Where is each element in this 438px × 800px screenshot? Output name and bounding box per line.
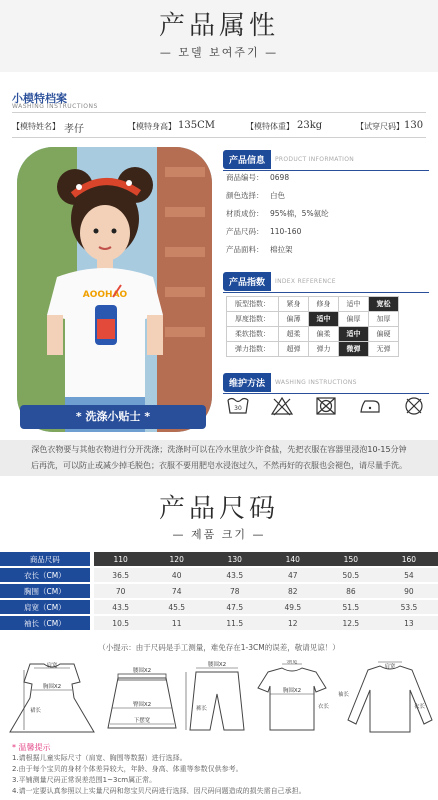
washing-notice-line-1: 深色衣物要与其他衣物进行分开洗涤；洗涤时可以在冷水里放少许食盐，先把衣服在容器里浸泡10-15分钟 [31,445,407,454]
info-row-color: 颜色选择： 白色 [226,191,285,200]
svg-text:胸围X2: 胸围X2 [282,688,302,694]
pants-diagram [186,660,244,730]
skirt-diagram [108,666,176,728]
measure-tip: （小提示：由于尺码是手工测量，难免存在1-3CM的误差，敬请见谅！） [98,643,340,652]
model-height-label: 【模特身高】 [128,122,176,131]
care-header [223,373,429,394]
washing-notice-line-2: 后再洗，可以防止或减少掉毛脱色；衣服不要用肥皂水浸泡过久，不然再好的衣服也会褪色，请尽量手洗。 [31,461,407,470]
care-tips-banner: * 洗涤小贴士 * [20,405,206,429]
product-index-header [223,272,429,293]
info-row-fabric: 产品面料： 棉拉架 [226,245,293,254]
measurement-diagrams [0,660,438,738]
long-sleeve-diagram [338,662,432,732]
washing-notice [0,440,438,476]
model-profile-heading: 小模特档案 [12,92,67,105]
warm-tips-heading: * 温馨提示 [12,743,51,752]
index-row-thickness: 厚度指数： 偏薄 适中 偏厚 加厚 [227,312,399,327]
model-height-value: 135CM [178,120,215,131]
model-weight-value: 23kg [297,120,323,131]
no-bleach-icon [270,396,294,416]
no-dry-clean-icon [402,396,426,416]
svg-text:裙长: 裙长 [30,708,42,714]
divider [12,112,426,113]
size-table [0,550,438,632]
product-info-tag-en: PRODUCT INFORMATION [275,156,355,163]
warm-tip-2: 2.由于每个宝贝的身材个体差异较大，年龄、身高、体重等参数仅供参考。 [12,765,243,773]
model-photo [17,147,212,432]
svg-text:裤长: 裤长 [196,706,208,712]
index-row-fit: 版型指数： 紧身 修身 适中 宽松 [227,297,399,312]
tshirt-diagram [258,660,330,730]
svg-text:胸围X2: 胸围X2 [42,684,62,690]
no-tumble-dry-icon [314,396,338,416]
model-profile-heading-en: WASHING INSTRUCTIONS [12,103,98,110]
product-index-table [226,296,399,357]
divider [223,292,429,293]
model-weight-label: 【模特体重】 [246,122,294,131]
iron-low-icon [358,396,382,416]
svg-text:领宽: 领宽 [286,660,298,665]
product-index-tag: 产品指数 [223,272,271,291]
care-icons [226,396,426,416]
care-tag-en: WASHING INSTRUCTIONS [275,379,357,386]
svg-text:臀围X2: 臀围X2 [132,702,152,708]
care-tag: 维护方法 [223,373,271,392]
size-section-title: 产品尺码 [158,494,279,524]
model-name-label: 【模特姓名】 [12,122,60,131]
divider [223,393,429,394]
info-row-size: 产品尺码： 110-160 [226,227,302,236]
divider [223,170,429,171]
size-row-length: 衣长（CM） 36.5 40 43.5 47 50.5 54 [0,568,438,582]
svg-text:30: 30 [234,405,242,412]
warm-tip-3: 3.平铺测量尺码正常误差范围1~3cm属正常。 [12,776,157,784]
size-section-subtitle: — 제품 크기 — [172,528,266,541]
product-index-tag-en: INDEX REFERENCE [275,278,336,285]
model-size-label: 【试穿尺码】 [356,122,404,131]
svg-text:腰围X2: 腰围X2 [207,662,227,668]
product-info-tag: 产品信息 [223,150,271,169]
size-row-sleeve: 袖长（CM） 10.5 11 11.5 12 12.5 13 [0,616,438,630]
wash-30-icon [226,396,250,416]
size-table-header: 商品尺码 110 120 130 140 150 160 [0,552,438,566]
svg-text:衣长: 衣长 [414,704,426,710]
svg-text:袖长: 袖长 [338,692,350,698]
size-row-chest: 胸围（CM） 70 74 78 82 86 90 [0,584,438,598]
index-row-elasticity: 弹力指数： 超弹 弹力 微弹 无弹 [227,342,399,357]
dress-diagram [10,661,94,732]
warm-tip-4: 4.请一定要认真参照以上实量尺码和您宝贝尺码进行选择，因尺码问题造成的损失需自己承担。 [12,787,306,794]
index-row-softness: 柔软指数： 超柔 偏柔 适中 偏硬 [227,327,399,342]
model-name-value: 孝仔 [64,124,84,135]
attr-section-title: 产品属性 [158,11,279,41]
attr-section-subtitle: — 모델 보여주기 — [159,46,279,59]
product-info-panel [223,150,429,171]
svg-text:腰围X2: 腰围X2 [132,668,152,674]
svg-text:衣长: 衣长 [318,704,330,710]
warm-tips [12,742,432,794]
product-info-list [226,172,426,262]
svg-text:肩宽: 肩宽 [384,664,396,670]
model-photo-illustration [17,147,212,432]
svg-text:下摆宽: 下摆宽 [133,718,151,724]
shirt-print-text: AOOHAO [82,290,128,300]
model-size-value: 130 [404,120,424,131]
info-row-code: 商品编号： 0698 [226,173,290,182]
divider [12,137,426,138]
size-row-shoulder: 肩宽（CM） 43.5 45.5 47.5 49.5 51.5 53.5 [0,600,438,614]
warm-tip-1: 1.请根据儿童实际尺寸（肩宽、胸围等数据）进行选择。 [12,754,187,762]
svg-text:肩宽: 肩宽 [46,663,58,669]
info-row-material: 材质成份： 95%棉，5%氨纶 [226,209,329,218]
